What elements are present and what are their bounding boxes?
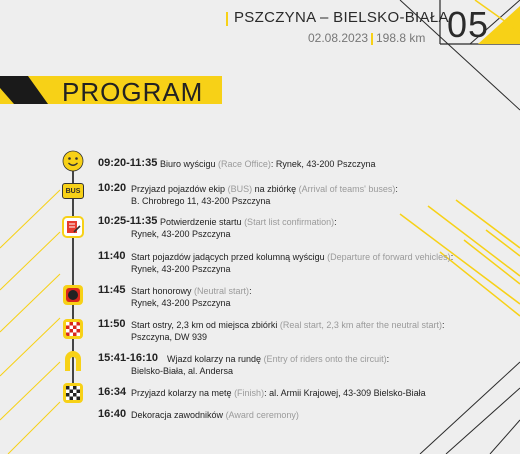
event-label-mid: na zbiórkę: [254, 184, 297, 194]
event-detail: :: [441, 320, 445, 330]
event-description: [131, 285, 252, 297]
event-label: Potwierdzenie startu: [160, 217, 242, 227]
event-description: [160, 216, 337, 228]
event-label-en: (Neutral start): [194, 286, 250, 296]
event-time: 10:25-11:35: [98, 215, 158, 227]
event-label-en: (Departure of forward vehicles): [327, 252, 451, 262]
event-label: Biuro wyścigu: [160, 159, 216, 169]
event-description: [167, 353, 389, 365]
bus-icon: [62, 180, 84, 202]
event-detail: : al. Armii Krajowej, 43-309 Bielsko-Biała: [264, 388, 426, 398]
event-time: 09:20-11:35: [98, 157, 158, 169]
event-time: 11:45: [98, 284, 126, 296]
bus-label: BUS: [62, 183, 84, 199]
event-label-en: (Start list confirmation): [244, 217, 335, 227]
stage-distance: 198.8 km: [376, 31, 426, 45]
event-label-en: (Finish): [234, 388, 265, 398]
event-label-en: (BUS): [227, 184, 253, 194]
event-label: Przyjazd pojazdów ekip: [131, 184, 226, 194]
event-address: Bielsko-Biała, al. Andersa: [131, 366, 234, 376]
event-label-en: (Race Office): [218, 159, 271, 169]
real-start-flag-icon: [62, 318, 84, 340]
event-label: Przyjazd kolarzy na metę: [131, 388, 232, 398]
event-time: 16:34: [98, 386, 127, 398]
event-description: [131, 183, 398, 195]
event-time: 10:20: [98, 182, 127, 194]
event-label: Dekoracja zawodników: [131, 410, 224, 420]
event-label-en: (Real start, 2,3 km after the neutral start): [279, 320, 442, 330]
event-detail: :: [334, 217, 337, 227]
start-confirmation-icon: [62, 216, 84, 238]
event-label-en: (Entry of riders onto the circuit): [263, 354, 387, 364]
distance-accent-bar: [371, 33, 373, 45]
event-description: [131, 387, 426, 399]
stage-route: PSZCZYNA – BIELSKO-BIAŁA: [234, 9, 449, 26]
event-detail: :: [386, 354, 390, 364]
event-description: [131, 409, 299, 421]
event-address: Rynek, 43-200 Pszczyna: [131, 298, 231, 308]
event-description: [160, 158, 375, 170]
event-time: 11:50: [98, 318, 126, 330]
stage-number: 05: [447, 4, 490, 45]
event-detail: :: [450, 252, 454, 262]
smiley-icon: [62, 150, 84, 172]
event-label-en: (Award ceremony): [225, 410, 299, 420]
event-detail: : Rynek, 43-200 Pszczyna: [270, 159, 376, 169]
event-label: Start honorowy: [131, 286, 192, 296]
event-address: Pszczyna, DW 939: [131, 332, 208, 342]
stage-date: 02.08.2023: [308, 31, 369, 45]
event-address: Rynek, 43-200 Pszczyna: [131, 229, 231, 239]
event-label: Start pojazdów jadących przed kolumną wyścigu: [131, 252, 325, 262]
event-label: Wjazd kolarzy na rundę: [167, 354, 262, 364]
event-time: 16:40: [98, 408, 127, 420]
program-title: PROGRAM: [62, 77, 204, 107]
event-description: [131, 251, 453, 263]
event-time: 15:41-16:10: [98, 352, 158, 364]
event-time: 11:40: [98, 250, 126, 262]
event-detail: :: [249, 286, 252, 296]
finish-flag-icon: [62, 382, 84, 404]
event-address: B. Chrobrego 11, 43-200 Pszczyna: [131, 196, 271, 206]
event-address: Rynek, 43-200 Pszczyna: [131, 264, 231, 274]
circuit-entry-icon: [62, 350, 84, 372]
event-description: [131, 319, 444, 331]
neutral-start-flag-icon: [62, 284, 84, 306]
event-label: Start ostry, 2,3 km od miejsca zbiórki: [131, 320, 278, 330]
event-label-en: (Arrival of teams' buses): [298, 184, 396, 194]
header-accent-bar: [226, 12, 228, 26]
event-detail: :: [395, 184, 398, 194]
